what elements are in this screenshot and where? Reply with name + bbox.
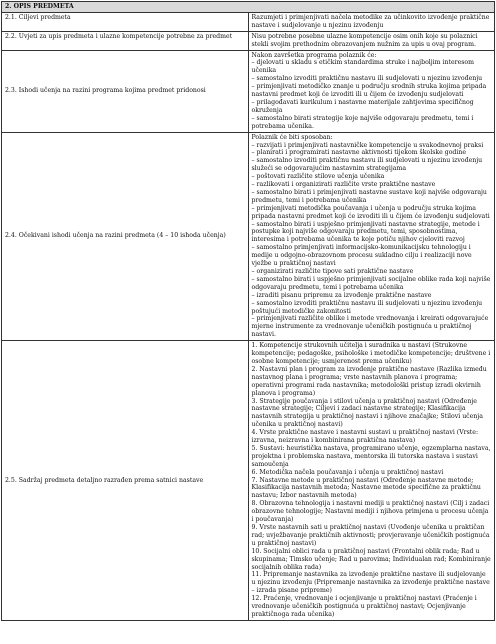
list-item: – djelovati u skladu s etičkim standardima struke i najboljim interesom učenika <box>251 59 474 75</box>
list-item: – razlikovati i organizirati različite vrste praktične nastave <box>251 181 436 189</box>
list-item: – organizirati različite tipove sati praktične nastave <box>251 268 414 275</box>
list-item: – prilagođavati kurikulum i nastavne materijale zahtjevima specifičnog okruženja <box>251 98 474 114</box>
list-item: – samostalno birati i uspješno primjenjivati socijalne oblike rada koji najviše odgovaraju predmetu, temi i potrebama učenika <box>251 275 491 291</box>
row-label-course-outcomes: 2.4. Očekivani ishodi učenja na razini predmeta (4 – 10 ishoda učenja) <box>2 132 249 341</box>
content-topic: 12. Praćenje, vrednovanje i ocjenjivanje u praktičnoj nastavi (Praćenje i vrednovanje učeničkih postignuća u praktičnoj nastavi; Ocjenjivanje praktičnoga rada učenika) <box>251 595 477 618</box>
list-item: – samostalno primjenjivati informacijsko-komunikacijsku tehnologiju i medije u odgojno-obrazovnom procesu sukladno cilju i realizaciji nove vježbe u praktičnoj nastavi <box>251 244 472 268</box>
row-content-course-content <box>248 341 495 621</box>
content-topic: 8. Obrazovna tehnologija i nastavni mediji u praktičnoj nastavi (Cilj i zadaci obrazovne tehnologije; Nastavni mediji i njihova primjena u procesu učenja i poučavanja) <box>251 500 490 524</box>
list-item: – samostalno izvoditi praktičnu nastavu ili sudjelovati u njezinu izvođenju <box>251 75 483 83</box>
row-content-course-outcomes <box>248 132 495 341</box>
list-item: – poštovati različite stilove učenja učenika <box>251 173 385 181</box>
row-label-course-content: 2.5. Sadržaj predmeta detaljno razrađen prema satnici nastave <box>2 341 249 621</box>
row-content-goals: Razumjeti i primjenjivati načela metodike za učinkovito izvođenje praktične nastave i sudjelovanje u njezinu izvođenju <box>248 12 495 31</box>
list-item: – samostalno birati i uspješno primjenjivati nastavne strategije, metode i postupke koji najviše odgovaraju predmetu, temi, sposobnostima, interesima i potrebama učenika te koje potiču njihov cjeloviti razvoj <box>251 220 480 244</box>
list-item: – planirati i programirati nastavne aktivnosti tijekom školske godine <box>251 149 467 157</box>
row-content-program-outcomes <box>248 50 495 132</box>
row-goals <box>2 12 495 31</box>
row-label-goals: 2.1. Ciljevi predmeta <box>2 12 249 31</box>
content-topic: 10. Socijalni oblici rada u praktičnoj nastavi (Frontalni oblik rada; Rad u skupinama; Timsko učenje; Rad u parovima; Individualan rad; Kombiniranje socijalnih oblika rada) <box>251 547 491 571</box>
list-item: – primjenjivati metodičko znanje u području srodnih struka kojima pripada nastavni predmet koji će izvoditi ili u čijem će izvođenju sudjelovati <box>251 83 487 99</box>
course-description-table <box>1 1 495 621</box>
list-item: – razvijati i primjenjivati nastavničke kompetencije u svakodnevnoj praksi <box>251 141 484 149</box>
list-item: – samostalno birati i primjenjivati nastavne sustave koji najviše odgovaraju predmetu, temi i potrebama učenika <box>251 188 487 204</box>
row-label-prerequisites: 2.2. Uvjeti za upis predmeta i ulazne kompetencije potrebne za predmet <box>2 31 249 50</box>
list-item: – samostalno izvoditi praktičnu nastavu ili sudjelovati u njezinu izvođenju poštujući metodičke zakonitosti <box>251 299 483 315</box>
section-title: 2. OPIS PREDMETA <box>2 2 495 13</box>
content-topic: 3. Strategije poučavanja i stilovi učenja u praktičnoj nastavi (Određenje nastavne strategije; Ciljevi i zadaci nastavne strategije; Klasifikacija nastavnih strategija u praktičnoj nastavi i njihove značajke; Stilovi učenja učenika u praktičnoj nastavi) <box>251 397 483 429</box>
content-topic: 4. Vrste praktične nastave i nastavni sustavi u praktičnoj nastavi (Vrste: izravna, neizravna i kombinirana praktična nastava) <box>251 429 479 445</box>
content-topic: 2. Nastavni plan i program za izvođenje praktične nastave (Razlika između nastavnog plana i programa; vrste nastavnih planova i programa; operativni programi rada nastavnika; metodološki pristup izradi okvirnih planova i programa) <box>251 365 487 397</box>
row-program-outcomes <box>2 50 495 132</box>
list-item: – samostalno birati strategije koje najviše odgovaraju predmetu, temi i potrebama učenika. <box>251 114 474 130</box>
row-label-program-outcomes: 2.3. Ishodi učenja na razini programa kojima predmet pridonosi <box>2 50 249 132</box>
list-item: – samostalno izvoditi praktičnu nastavu ili sudjelovati u njezinu izvođenju služeći se odgovarajućim nastavnim strategijama <box>251 157 483 173</box>
row-course-outcomes <box>2 132 495 341</box>
content-topic: 7. Nastavne metode u praktičnoj nastavi (Određenje nastavne metode; Klasifikacija nastavnih metoda; Nastavne metode specifične za praktičnu nastavu; Izbor nastavnih metoda) <box>251 476 481 500</box>
row-prerequisites <box>2 31 495 50</box>
list-item: – primjenjivati metodička poučavanja i učenja u području struka kojima pripada nastavni predmet koji će izvoditi ili u čijem će izvođenju sudjelovati <box>251 204 490 220</box>
list-item: – primjenjivati različite oblike i metode vrednovanja i kreirati odgovarajuće mjerne instrumente za vrednovanje učeničkih postignuća u praktičnoj nastavi. <box>251 315 489 339</box>
content-topic: 11. Pripremanje nastavnika za izvođenje praktične nastave ili sudjelovanje u njezinu izvođenju (Pripremanje nastavnika za izvođenje praktične nastave – izrada pisane pripreme) <box>251 571 490 595</box>
content-topic: 1. Kompetencije strukovnih učitelja i suradnika u nastavi (Strukovne kompetencije; pedagoške, psihološke i metodičke kompetencije; društvene i osobne kompetencije; usmjerenost prema učeniku) <box>251 342 491 365</box>
row-content-prerequisites: Nisu potrebne posebne ulazne kompetencije osim onih koje su polaznici stekli svojim prethodnim obrazovanjem nužnim za upis u ovaj program. <box>248 31 495 50</box>
course-outcomes-intro: Polaznik će biti sposoban: <box>251 133 333 141</box>
course-description-page <box>1 1 495 621</box>
row-course-content <box>2 341 495 621</box>
content-topic: 6. Metodička načela poučavanja i učenja u praktičnoj nastavi <box>251 468 444 476</box>
content-topic: 9. Vrste nastavnih sati u praktičnoj nastavi (Uvođenje učenika u praktičan rad; uvježbavanje praktičnih aktivnosti; provjeravanje učeničkih postignuća u praktičnoj nastavi) <box>251 524 490 547</box>
program-outcomes-intro: Nakon završetka programa polaznik će: <box>251 51 377 59</box>
list-item: – izraditi pisanu pripremu za izvođenje praktične nastave <box>251 291 432 299</box>
content-topic: 5. Sustavi: heuristička nastava, programirano učenje, egzemplarna nastava, projektna i problemska nastava, mentorska ili tutorska nastava i sustavi samoučenja <box>251 444 491 468</box>
